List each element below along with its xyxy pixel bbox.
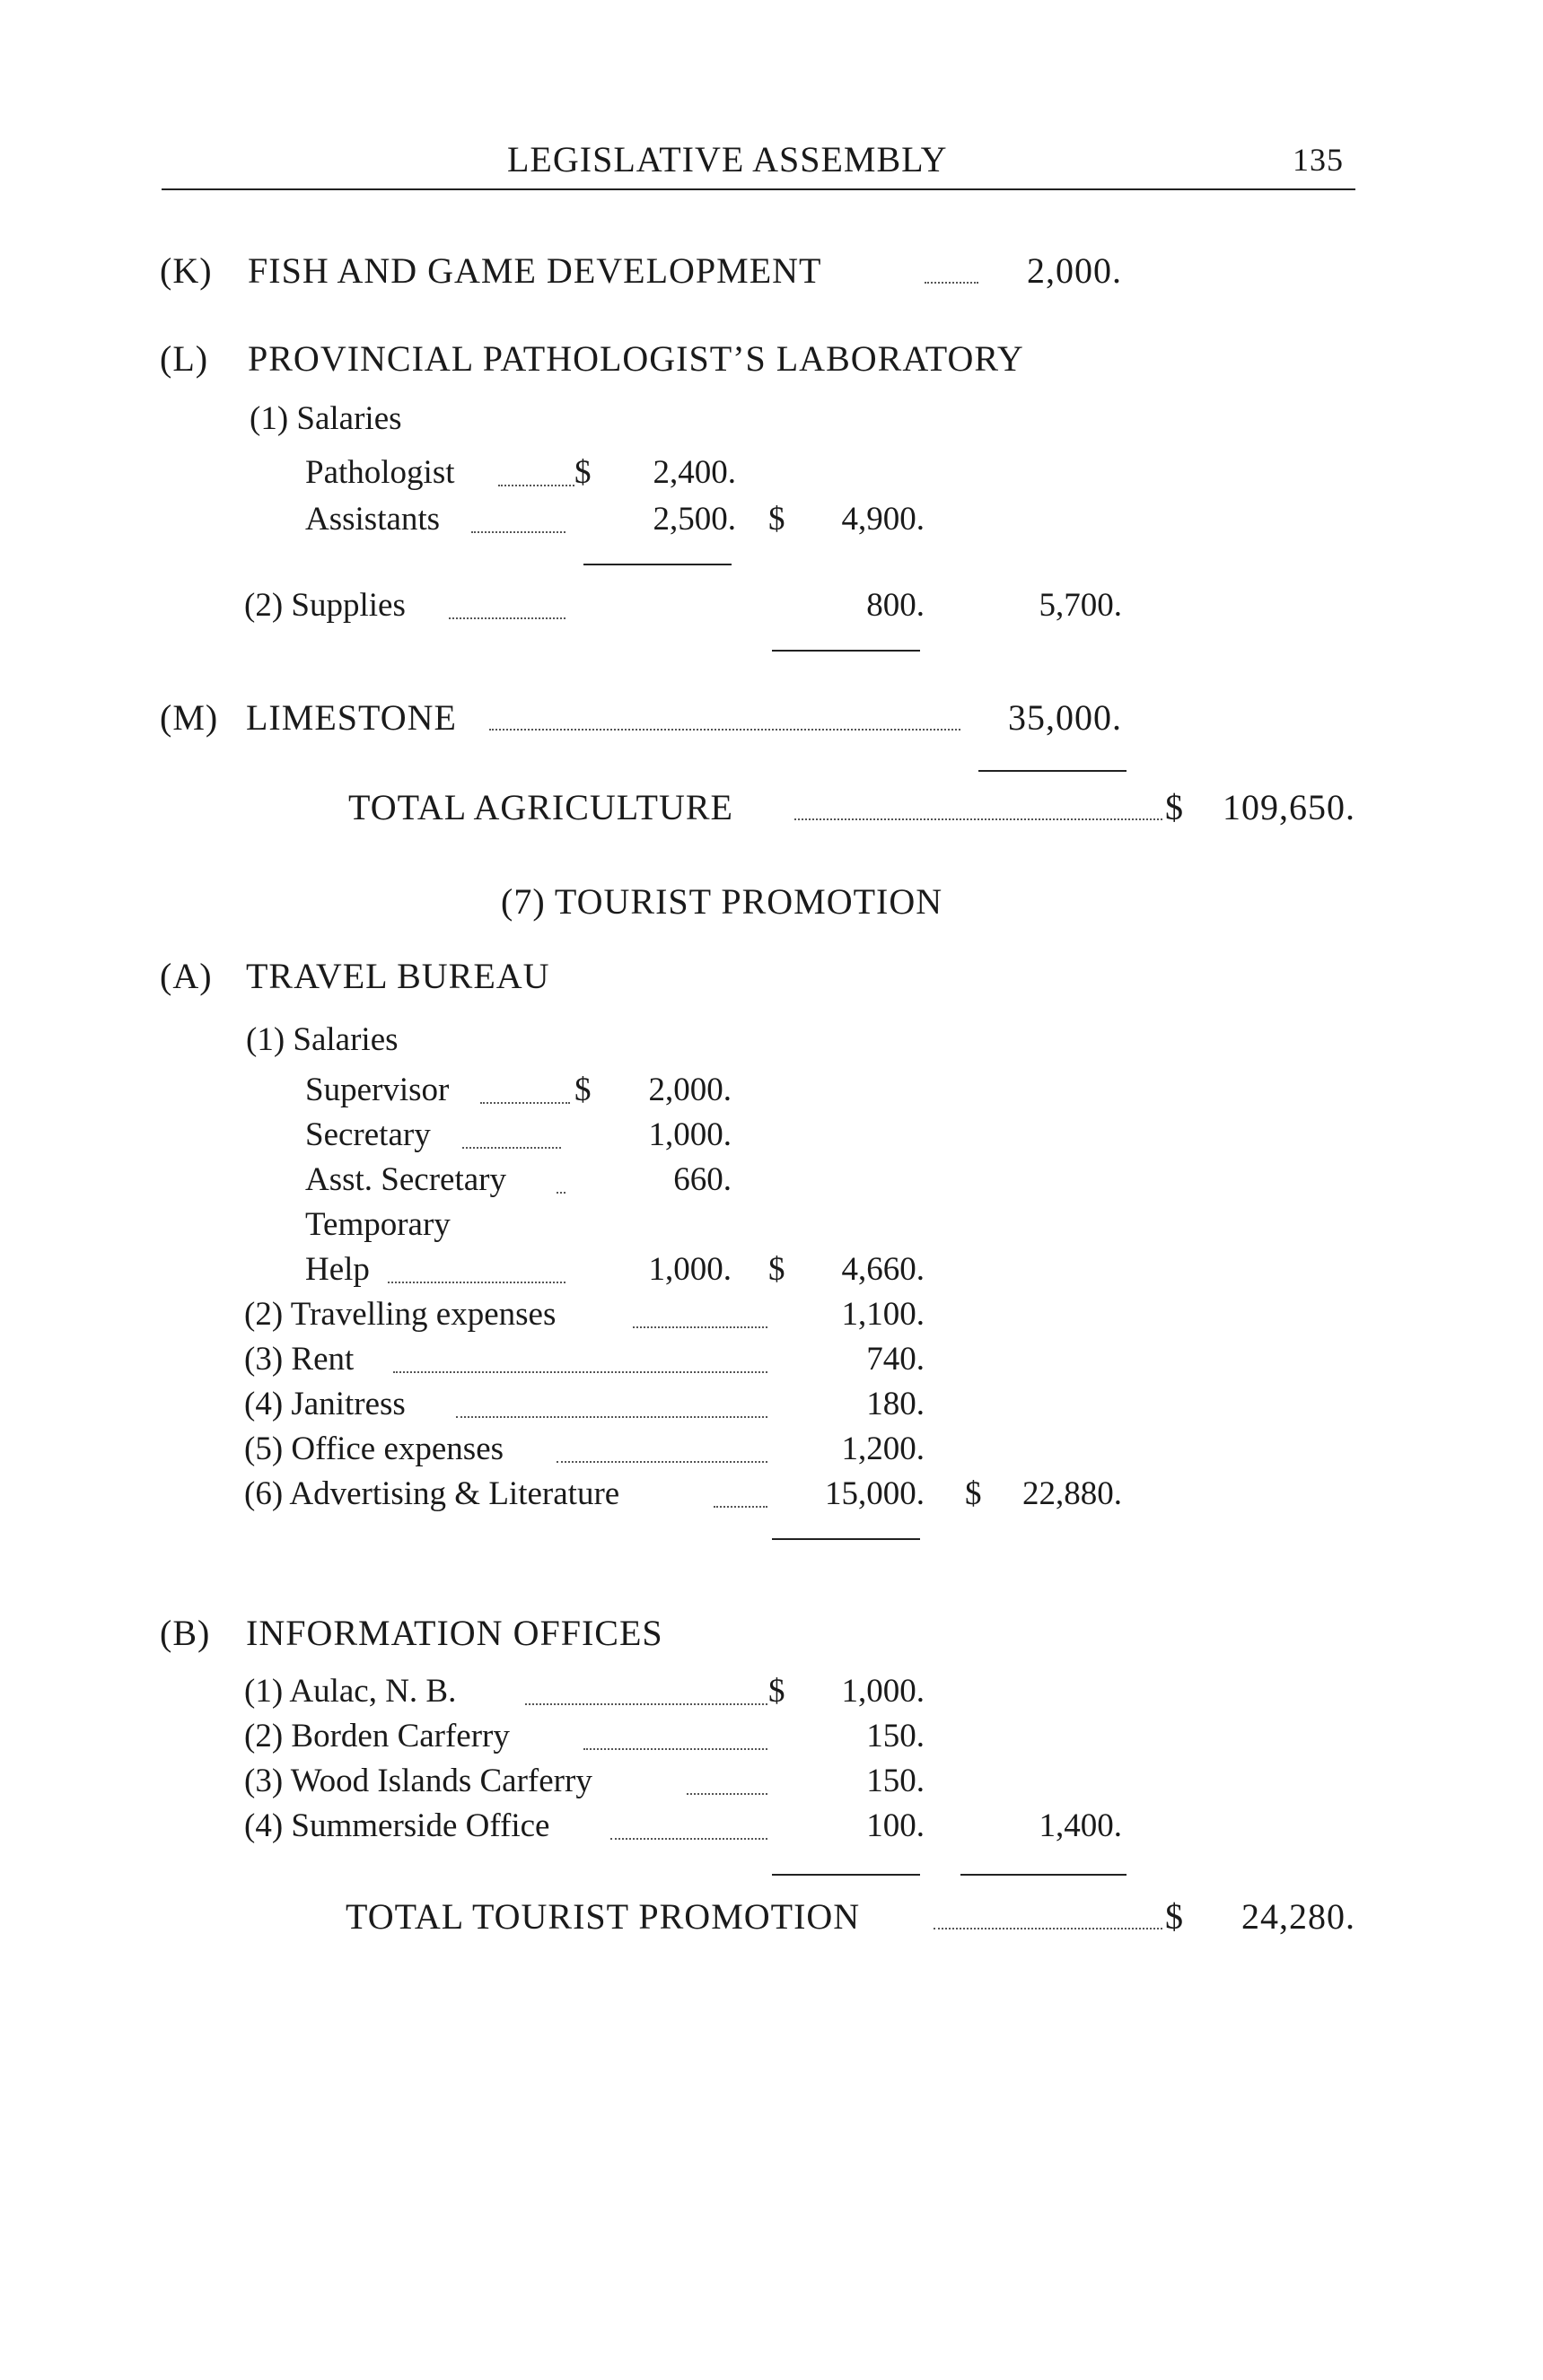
item-m-label: LIMESTONE: [246, 697, 457, 738]
leader-dots: [449, 617, 565, 619]
leader-dots: [480, 1102, 570, 1104]
leader-dots: [794, 818, 1162, 820]
asst-secretary-label: Asst. Secretary: [305, 1161, 506, 1198]
leader-dots: [557, 1192, 565, 1194]
leader-dots: [489, 729, 960, 731]
item-b-letter: (B): [160, 1613, 211, 1653]
janitress-amount: 180.: [866, 1386, 925, 1422]
secretary-amount: 1,000.: [648, 1116, 732, 1153]
advertising-label: (6) Advertising & Literature: [244, 1475, 620, 1512]
a-salaries-dollar: $: [768, 1251, 785, 1288]
summerside-label: (4) Summerside Office: [244, 1807, 550, 1844]
section-title: (7) TOURIST PROMOTION: [501, 881, 943, 922]
item-l-letter: (L): [160, 338, 209, 379]
office-expenses-amount: 1,200.: [841, 1431, 925, 1467]
borden-amount: 150.: [866, 1718, 925, 1754]
supervisor-amount: 2,000.: [648, 1072, 732, 1108]
wood-islands-label: (3) Wood Islands Carferry: [244, 1763, 592, 1799]
leader-dots: [557, 1461, 767, 1463]
pathologist-label: Pathologist: [305, 454, 455, 491]
l-salaries-dollar: $: [768, 501, 785, 538]
leader-dots: [687, 1793, 767, 1795]
temporary-label: Temporary: [305, 1206, 451, 1243]
supplies-amount: 800.: [866, 587, 925, 624]
supervisor-label: Supervisor: [305, 1072, 450, 1108]
borden-label: (2) Borden Carferry: [244, 1718, 510, 1754]
janitress-label: (4) Janitress: [244, 1386, 406, 1422]
leader-dots: [388, 1282, 565, 1283]
supervisor-dollar: $: [574, 1072, 592, 1108]
item-m-total: 35,000.: [1008, 697, 1122, 738]
total-tourist-amount: 24,280.: [1241, 1896, 1355, 1937]
total-agriculture-label: TOTAL AGRICULTURE: [348, 787, 733, 827]
secretary-label: Secretary: [305, 1116, 431, 1153]
leader-dots: [583, 1748, 767, 1750]
help-label: Help: [305, 1251, 370, 1288]
advertising-amount: 15,000.: [825, 1475, 925, 1512]
leader-dots: [610, 1838, 767, 1840]
leader-dots: [462, 1147, 561, 1149]
item-b-label: INFORMATION OFFICES: [246, 1613, 663, 1653]
aulac-dollar: $: [768, 1673, 785, 1710]
leader-dots: [471, 531, 565, 533]
subtotal-rule: [772, 650, 920, 652]
item-a-dollar: $: [965, 1475, 982, 1512]
leader-dots: [525, 1703, 767, 1705]
subtotal-rule: [978, 770, 1127, 772]
total-agriculture-amount: 109,650.: [1223, 787, 1355, 827]
total-agriculture-dollar: $: [1165, 787, 1184, 827]
subtotal-rule: [583, 564, 732, 565]
asst-secretary-amount: 660.: [673, 1161, 732, 1198]
subtotal-rule: [772, 1538, 920, 1540]
item-a-salaries-label: (1) Salaries: [246, 1021, 399, 1058]
help-amount: 1,000.: [648, 1251, 732, 1288]
item-l-label: PROVINCIAL PATHOLOGIST’S LABORATORY: [248, 338, 1024, 379]
item-a-label: TRAVEL BUREAU: [246, 956, 550, 996]
aulac-label: (1) Aulac, N. B.: [244, 1673, 457, 1710]
leader-dots: [393, 1371, 767, 1373]
leader-dots: [714, 1506, 767, 1508]
aulac-amount: 1,000.: [841, 1673, 925, 1710]
travelling-label: (2) Travelling expenses: [244, 1296, 557, 1333]
pathologist-amount: 2,400.: [653, 454, 736, 491]
rent-label: (3) Rent: [244, 1341, 355, 1378]
leader-dots: [498, 485, 574, 486]
rent-amount: 740.: [866, 1341, 925, 1378]
page-number: 135: [1293, 142, 1344, 178]
subtotal-rule: [960, 1874, 1127, 1876]
item-l-total: 5,700.: [1039, 587, 1122, 624]
travelling-amount: 1,100.: [841, 1296, 925, 1333]
wood-islands-amount: 150.: [866, 1763, 925, 1799]
total-tourist-dollar: $: [1165, 1896, 1184, 1937]
header-rule: [162, 188, 1355, 190]
pathologist-dollar: $: [574, 454, 592, 491]
assistants-amount: 2,500.: [653, 501, 736, 538]
item-m-letter: (M): [160, 697, 219, 738]
total-tourist-label: TOTAL TOURIST PROMOTION: [346, 1896, 861, 1937]
leader-dots: [633, 1326, 767, 1328]
item-k-letter: (K): [160, 250, 213, 291]
leader-dots: [934, 1928, 1162, 1929]
summerside-amount: 100.: [866, 1807, 925, 1844]
item-b-total: 1,400.: [1039, 1807, 1122, 1844]
item-k-total: 2,000.: [1027, 250, 1122, 291]
leader-dots: [456, 1416, 767, 1418]
running-head: LEGISLATIVE ASSEMBLY: [507, 139, 948, 179]
item-k-label: FISH AND GAME DEVELOPMENT: [248, 250, 822, 291]
item-l-salaries-label: (1) Salaries: [250, 400, 402, 437]
office-expenses-label: (5) Office expenses: [244, 1431, 504, 1467]
item-a-letter: (A): [160, 956, 213, 996]
item-a-total: 22,880.: [1022, 1475, 1122, 1512]
supplies-label: (2) Supplies: [244, 587, 406, 624]
subtotal-rule: [772, 1874, 920, 1876]
l-salaries-total: 4,900.: [841, 501, 925, 538]
a-salaries-total: 4,660.: [841, 1251, 925, 1288]
assistants-label: Assistants: [305, 501, 441, 538]
